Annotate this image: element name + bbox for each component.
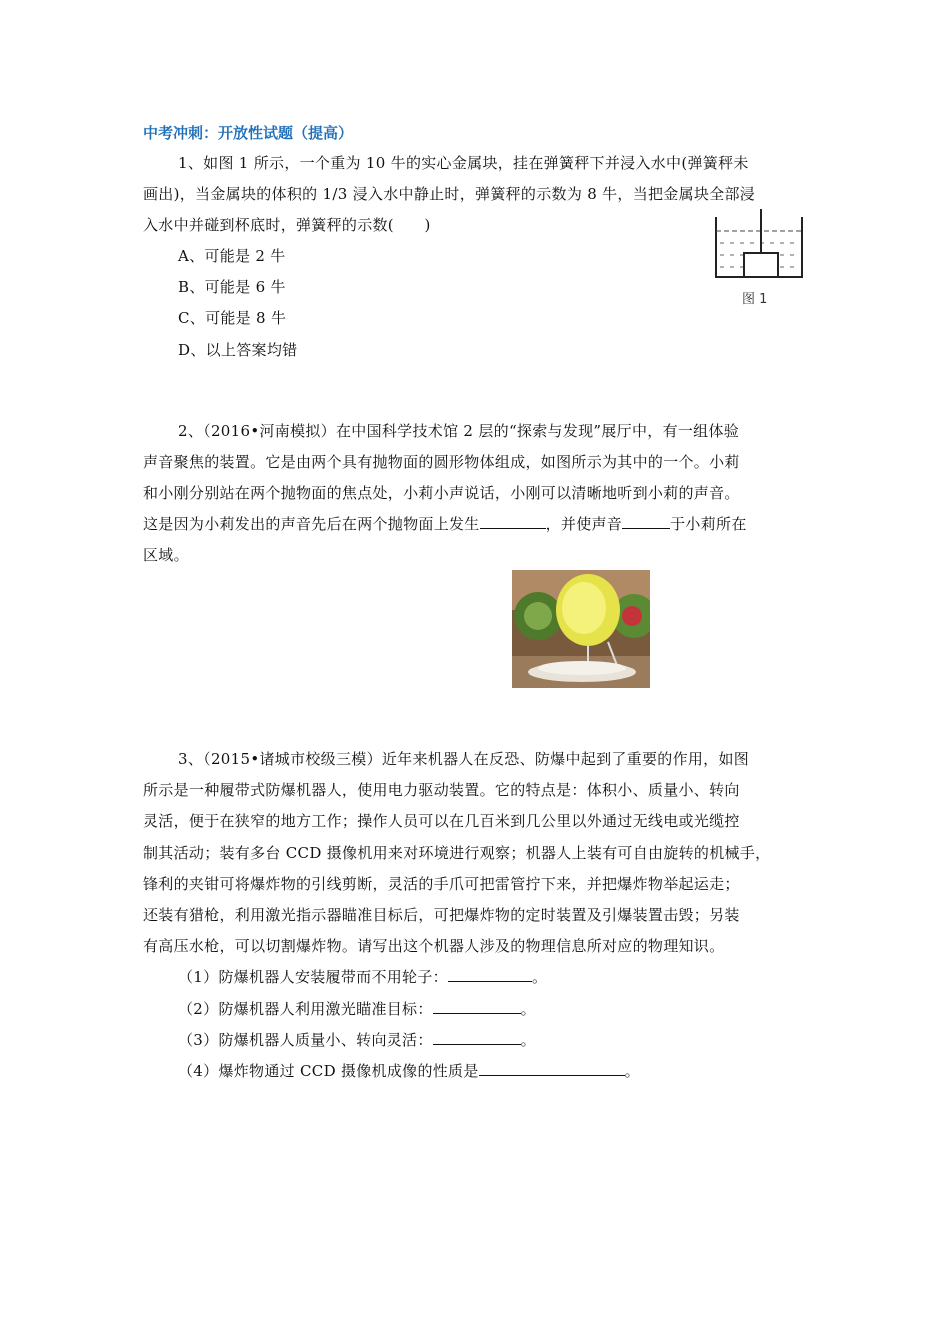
q1-option-c: C、可能是 8 牛 — [178, 309, 287, 327]
q3-sub-2 — [178, 999, 536, 1019]
q3-sub-2-end: 。 — [520, 1000, 536, 1018]
q3-sub-1-blank[interactable] — [448, 967, 532, 982]
q3-sub-3-end: 。 — [520, 1031, 536, 1049]
q2-blank-2[interactable] — [622, 514, 670, 529]
q3-sub-4-blank[interactable] — [479, 1061, 625, 1076]
q3-line-1: 3、（2015•诸城市校级三模）近年来机器人在反恐、防爆中起到了重要的作用，如图 — [178, 750, 750, 768]
q1-option-b: B、可能是 6 牛 — [178, 278, 286, 296]
q1-line-2: 画出)，当金属块的体积的 1/3 浸入水中静止时，弹簧秤的示数为 8 牛，当把金属块全部浸 — [143, 185, 756, 203]
q2-blank-1[interactable] — [480, 514, 546, 529]
q3-sub-4-text: （4）爆炸物通过 CCD 摄像机成像的性质是 — [178, 1062, 479, 1080]
q1-option-a: A、可能是 2 牛 — [178, 247, 286, 265]
page-title: 中考冲刺：开放性试题（提高） — [143, 124, 354, 142]
q3-line-7: 有高压水枪，可以切割爆炸物。请写出这个机器人涉及的物理信息所对应的物理知识。 — [143, 937, 725, 955]
q3-sub-1 — [178, 967, 547, 987]
q3-sub-3-blank[interactable] — [433, 1030, 521, 1045]
q2-line-2: 声音聚焦的装置。它是由两个具有抛物面的圆形物体组成，如图所示为其中的一个。小莉 — [143, 453, 740, 471]
q2-line-1: 2、（2016•河南模拟）在中国科学技术馆 2 层的“探索与发现”展厅中，有一组体验 — [178, 422, 740, 440]
q3-line-5: 锋利的夹钳可将爆炸物的引线剪断，灵活的手爪可把雷管拧下来，并把爆炸物举起运走； — [143, 875, 740, 893]
q2-line-4-part-b: ，并使声音 — [545, 515, 623, 533]
q3-line-4: 制其活动；装有多台 CCD 摄像机用来对环境进行观察；机器人上装有可自由旋转的机械手， — [143, 844, 771, 862]
q2-line-4 — [143, 514, 747, 534]
q3-sub-4-end: 。 — [624, 1062, 640, 1080]
q3-sub-2-text: （2）防爆机器人利用激光瞄准目标： — [178, 1000, 433, 1018]
q3-line-2: 所示是一种履带式防爆机器人，使用电力驱动装置。它的特点是：体积小、质量小、转向 — [143, 781, 740, 799]
parabolic-dish-photo — [512, 570, 650, 688]
figure-1-caption: 图 1 — [742, 292, 768, 307]
q1-line-1: 1、如图 1 所示，一个重为 10 牛的实心金属块，挂在弹簧秤下并浸入水中(弹簧秤未 — [178, 154, 749, 172]
q3-line-6: 还装有猎枪，利用激光指示器瞄准目标后，可把爆炸物的定时装置及引爆装置击毁；另装 — [143, 906, 740, 924]
q3-sub-1-text: （1）防爆机器人安装履带而不用轮子： — [178, 968, 448, 986]
q1-option-d: D、以上答案均错 — [178, 341, 298, 359]
q3-sub-1-end: 。 — [531, 968, 548, 986]
q3-sub-3-text: （3）防爆机器人质量小、转向灵活： — [178, 1031, 433, 1049]
figure-1 — [712, 209, 808, 305]
exhibit-image — [512, 570, 650, 688]
q2-line-4-part-c: 于小莉所在 — [670, 515, 747, 533]
q3-sub-2-blank[interactable] — [433, 999, 521, 1014]
q1-line-3: 入水中并碰到杯底时，弹簧秤的示数( ) — [143, 216, 431, 234]
q3-sub-4 — [178, 1061, 640, 1081]
q2-line-5: 区域。 — [143, 546, 189, 564]
q2-line-3: 和小刚分别站在两个抛物面的焦点处，小莉小声说话，小刚可以清晰地听到小莉的声音。 — [143, 484, 740, 502]
q2-line-4-part-a: 这是因为小莉发出的声音先后在两个抛物面上发生 — [143, 515, 480, 533]
q3-sub-3 — [178, 1030, 536, 1050]
q3-line-3: 灵活，便于在狭窄的地方工作；操作人员可以在几百米到几公里以外通过无线电或光缆控 — [143, 812, 740, 830]
